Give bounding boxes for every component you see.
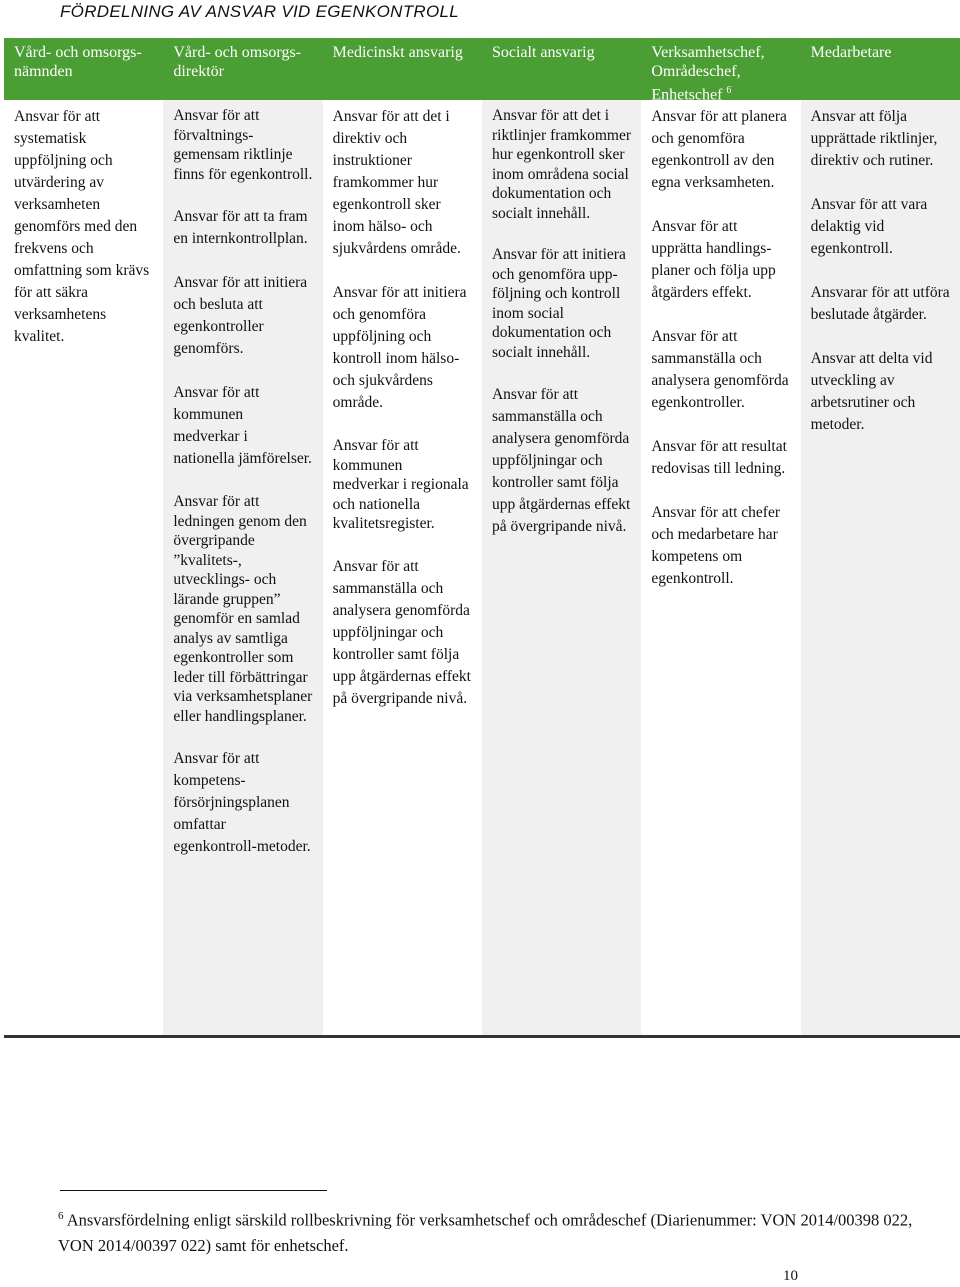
responsibility-item: Ansvar att följa upprättade riktlinjer, direktiv och rutiner. <box>810 108 938 169</box>
responsibility-item: Ansvar att delta vid utveckling av arbetsrutiner och metoder. <box>810 350 933 433</box>
footnote-text: Ansvarsfördelning enligt särskild rollbeskrivning för verksamhetschef och områdeschef (Diarienummer: VON 2014/00398 022, VON 2014/00397 022) samt för enhetschef. <box>58 1210 913 1255</box>
responsibility-item: Ansvar för att det i direktiv och instruktioner framkommer hur egenkontroll sker inom hälso- och sjukvårdens område. <box>332 108 461 257</box>
footnote-divider <box>60 1190 327 1191</box>
responsibility-item: Ansvar för att det i riktlinjer framkommer hur egenkontroll sker inom områdena social dokumentation och socialt innehåll. <box>491 107 632 222</box>
header-cell-medicinskt-ansvarig: Medicinskt ansvarig <box>332 44 463 61</box>
footnote <box>58 1204 918 1258</box>
responsibility-item: Ansvar för att upprätta handlings-planer och följa upp åtgärders effekt. <box>651 218 776 301</box>
responsibility-item: Ansvar för att initiera och genomföra uppföljning och kontroll inom hälso- och sjukvårdens område. <box>332 284 467 411</box>
column-medicinskt-ansvarig <box>323 100 482 1035</box>
responsibility-item: Ansvar för att sammanställa och analysera genomförda uppföljningar och kontroller samt följa upp åtgärdernas effekt på övergripande nivå. <box>332 557 471 707</box>
header-cell-vard-och-omsorgsdirektor: Vård- och omsorgs-direktör <box>173 44 302 80</box>
column-medarbetare <box>801 100 960 1035</box>
responsibility-item: Ansvar för att kommunen medverkar i regionala och nationella kvalitetsregister. <box>332 437 469 532</box>
responsibility-item: Ansvar för att kommunen medverkar i nationella jämförelser. <box>173 384 312 467</box>
column-vard-och-omsorgsdirektor <box>163 100 322 1035</box>
header-cell-vard-och-omsorgsnamnden: Vård- och omsorgs-nämnden <box>14 44 142 80</box>
responsibility-item: Ansvar för att sammanställa och analysera genomförda uppföljningar och kontroller samt följa upp åtgärdernas effekt på övergripande nivå. <box>491 386 631 535</box>
header-cell-verksamhetschef: Verksamhetschef, Områdeschef, Enhetschef $^6$ <box>651 44 765 104</box>
column-socialt-ansvarig <box>482 100 641 1035</box>
footnote-number: 6 <box>58 1210 64 1222</box>
responsibility-item: Ansvar för att ta fram en internkontrollplan. <box>173 208 308 247</box>
footnote-marker: 6 <box>726 85 732 96</box>
responsibility-item: Ansvar för att initiera och genomföra upp-följning och kontroll inom social dokumentation och socialt innehåll. <box>491 246 626 361</box>
responsibility-item: Ansvarar för att utföra beslutade åtgärder. <box>810 284 950 323</box>
responsibility-item: Ansvar för att resultat redovisas till ledning. <box>651 438 787 477</box>
responsibility-item: Ansvar för att chefer och medarbetare har kompetens om egenkontroll. <box>651 504 780 587</box>
header-cell-socialt-ansvarig: Socialt ansvarig <box>491 44 595 61</box>
responsibility-item: Ansvar för att systematisk uppföljning och utvärdering av verksamheten genomförs med den frekvens och omfattning som krävs för att säkra verksamhetens kvalitet. <box>14 108 150 345</box>
responsibility-item: Ansvar för att kompetens-försörjningsplanen omfattar egenkontroll-metoder. <box>173 750 311 855</box>
responsibility-item: Ansvar för att sammanställa och analysera genomförda egenkontroller. <box>651 328 789 411</box>
responsibility-item: Ansvar för att ledningen genom den övergripande ”kvalitets-, utvecklings- och lärande gruppen” genomför en samlad analys av samtliga egenkontroller som leder till förbättringar via verksamhetsplaner eller handlingsplaner. <box>173 493 313 725</box>
table-header-row <box>4 38 960 104</box>
responsibility-table <box>4 38 960 1038</box>
responsibility-item: Ansvar för att planera och genomföra egenkontroll av den egna verksamheten. <box>651 108 787 191</box>
page-title: FÖRDELNING AV ANSVAR VID EGENKONTROLL <box>60 2 460 21</box>
responsibility-item: Ansvar för att vara delaktig vid egenkontroll. <box>810 196 928 257</box>
table-body-row <box>4 100 960 1038</box>
column-verksamhetschef <box>641 100 800 1035</box>
header-cell-medarbetare: Medarbetare <box>810 44 892 61</box>
page-number: 10 <box>783 1268 798 1284</box>
responsibility-item: Ansvar för att initiera och besluta att egenkontroller genomförs. <box>173 274 308 357</box>
responsibility-item: Ansvar för att förvaltnings-gemensam riktlinje finns för egenkontroll. <box>173 107 313 183</box>
column-vard-och-omsorgsnamnden <box>4 100 163 1035</box>
